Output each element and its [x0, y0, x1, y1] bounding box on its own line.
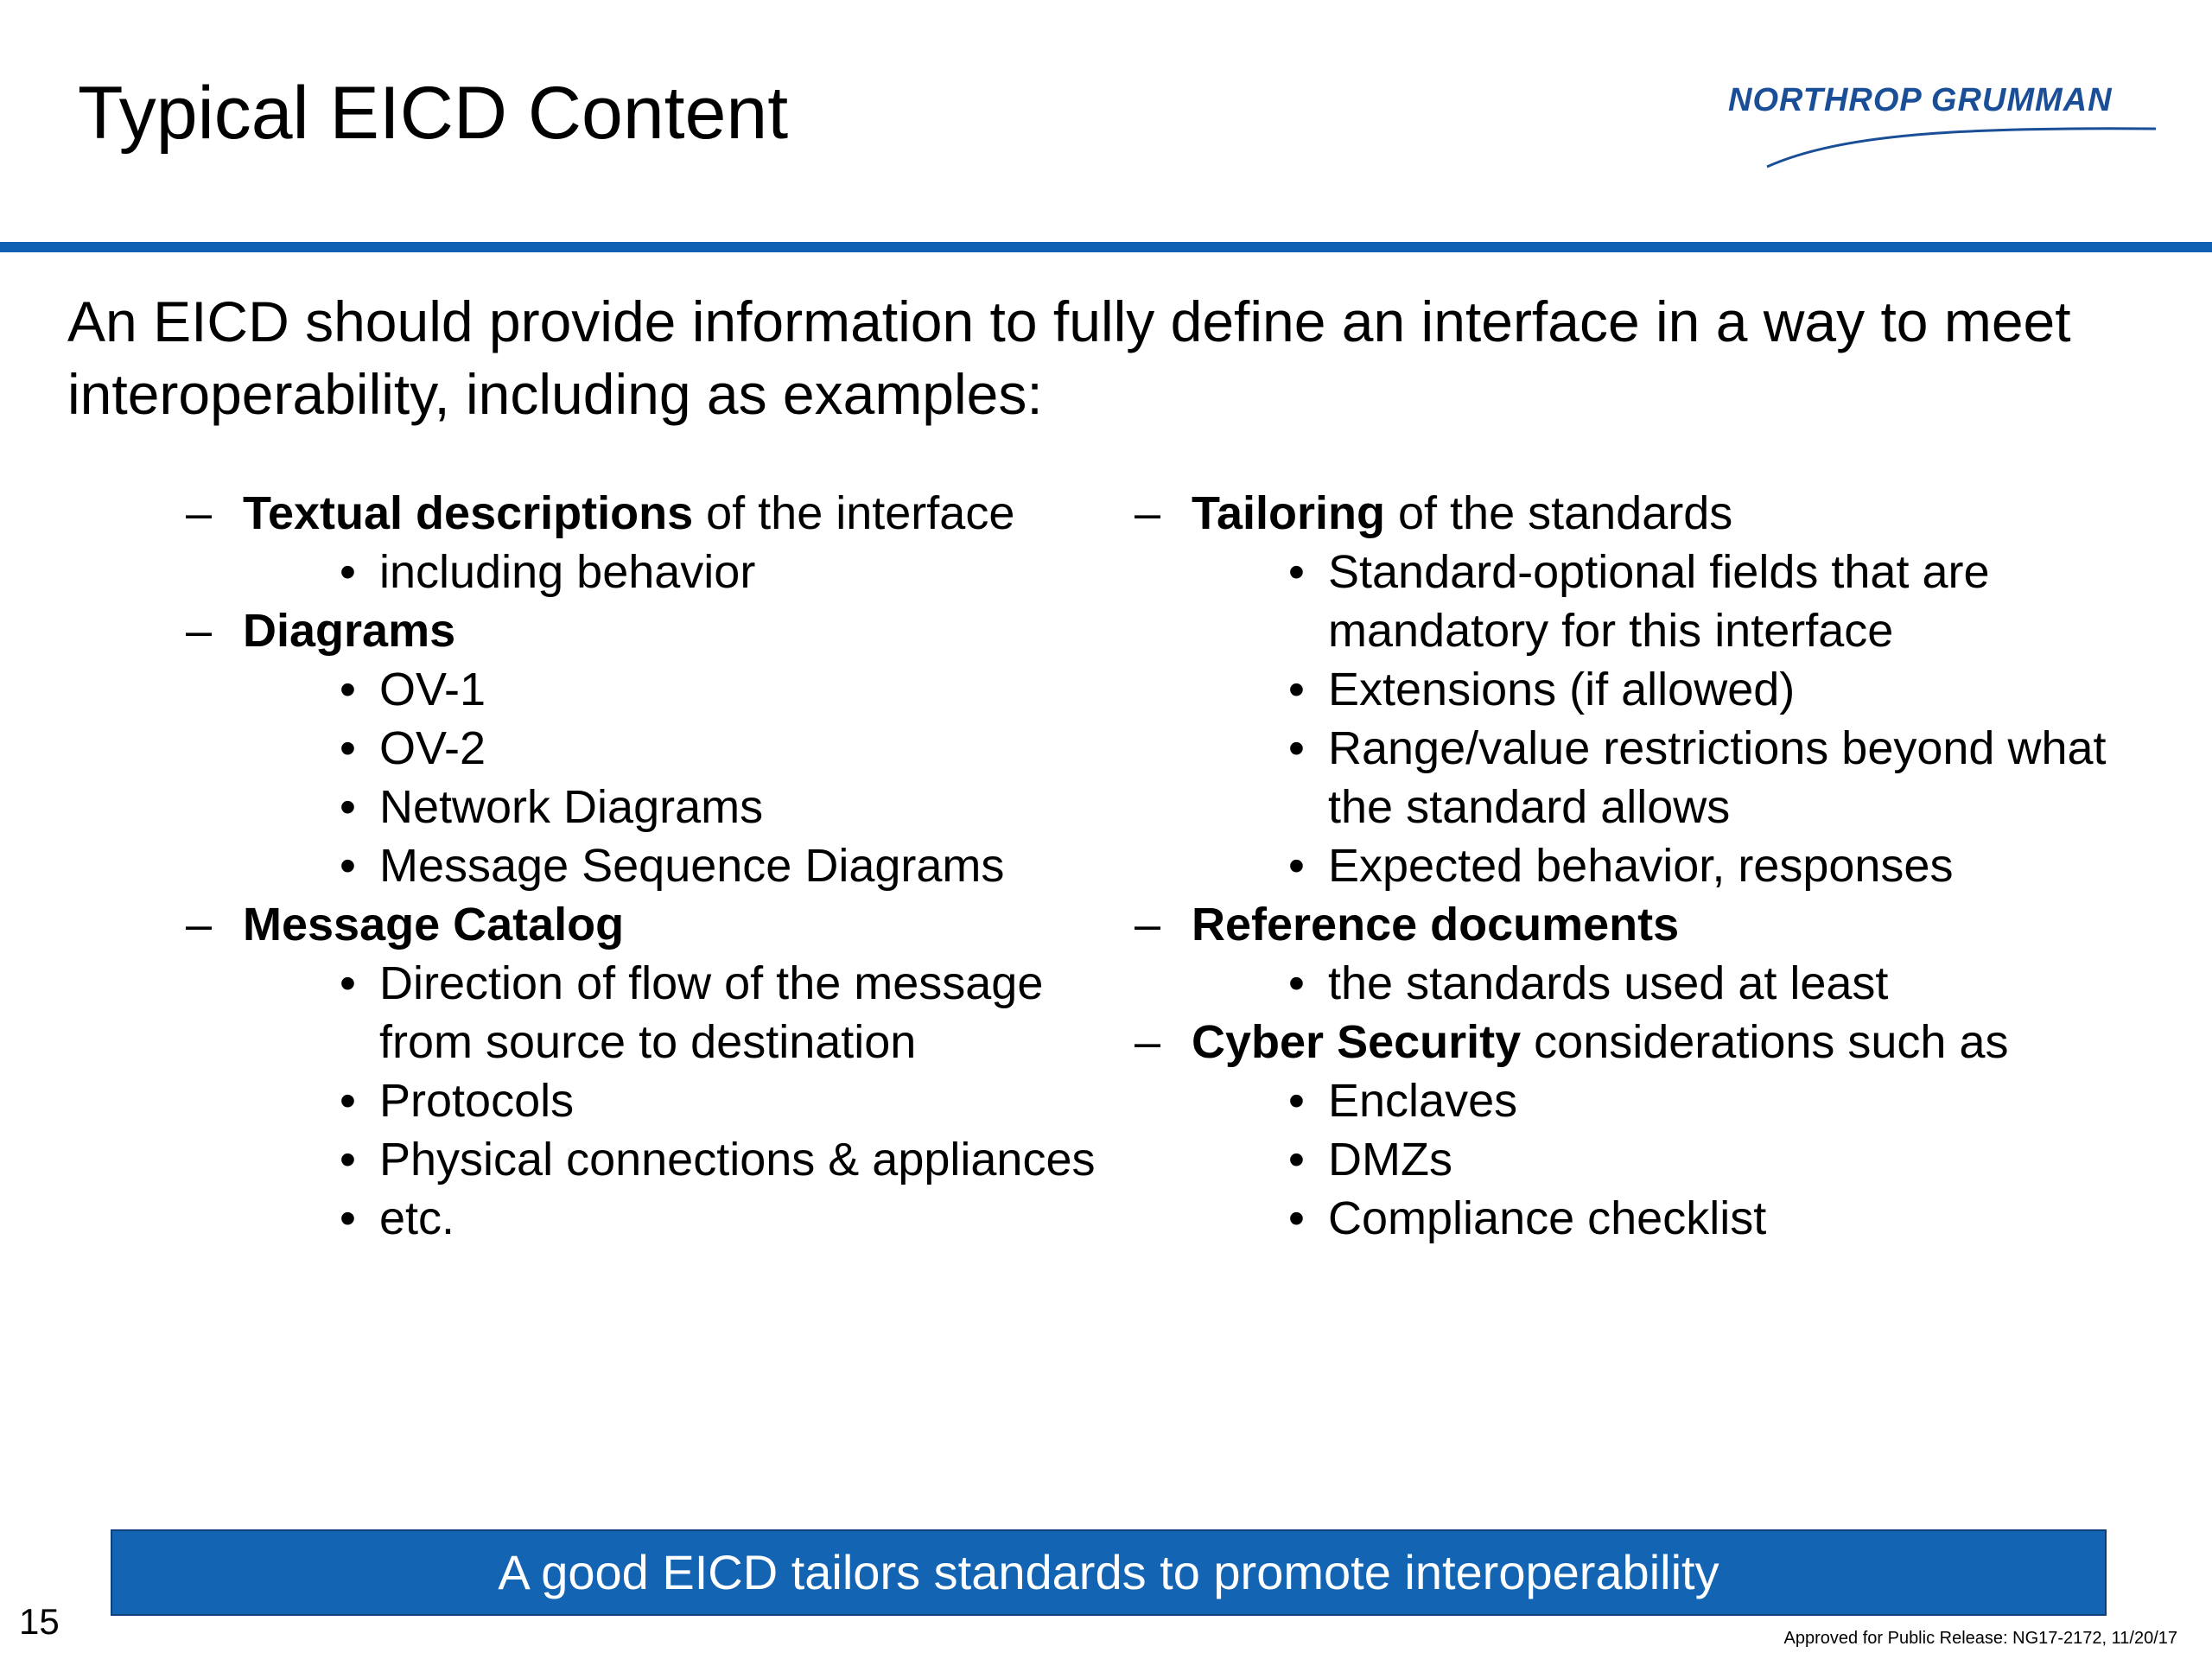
- dash-marker: –: [1135, 899, 1161, 950]
- bullet-marker: •: [1288, 1192, 1305, 1244]
- bullet-marker: •: [1288, 664, 1305, 715]
- sub-bullet: [340, 1071, 1145, 1130]
- sub-bullet-text: etc.: [379, 1192, 455, 1244]
- sub-bullet-text: Network Diagrams: [379, 781, 764, 833]
- sub-bullet: [340, 719, 1145, 778]
- bullet-bold-text: Reference documents: [1192, 899, 1680, 950]
- northrop-grumman-logo: [1728, 82, 2160, 177]
- bullet-marker: •: [340, 1075, 356, 1127]
- bullet-text: of the standards: [1385, 487, 1733, 539]
- bullet-marker: •: [340, 781, 356, 833]
- sub-bullet: [340, 660, 1145, 719]
- title-divider: [0, 242, 2212, 252]
- sub-bullet: [1288, 1071, 2171, 1130]
- bullet-marker: •: [340, 664, 356, 715]
- bullet-text: of the interface: [693, 487, 1015, 539]
- page-number: 15: [19, 1601, 60, 1642]
- sub-bullet-text: Enclaves: [1328, 1075, 1518, 1127]
- bullet-marker: •: [340, 1134, 356, 1185]
- sub-bullet-text: Standard-optional fields that are mandatory for this interface: [1328, 546, 1990, 657]
- bullet-bold-text: Tailoring: [1192, 487, 1385, 539]
- bullet-bold-text: Message Catalog: [243, 899, 625, 950]
- sub-bullet-text: Compliance checklist: [1328, 1192, 1767, 1244]
- sub-bullet-text: Protocols: [379, 1075, 575, 1127]
- sub-bullet: [340, 1130, 1145, 1189]
- bullet-message-catalog: [186, 895, 1145, 1248]
- bullet-textual-descriptions: [186, 484, 1145, 601]
- sub-bullet-text: Expected behavior, responses: [1328, 840, 1954, 892]
- left-bullet-column: [186, 484, 1145, 1248]
- sub-bullet: [1288, 1189, 2171, 1248]
- sub-bullet: [340, 543, 1145, 601]
- bullet-tailoring: [1135, 484, 2171, 895]
- bullet-marker: •: [340, 840, 356, 892]
- sub-list: [243, 954, 1145, 1248]
- sub-bullet: [1288, 836, 2171, 895]
- sub-bullet-text: Message Sequence Diagrams: [379, 840, 1005, 892]
- sub-list: [243, 543, 1145, 601]
- bullet-marker: •: [340, 546, 356, 598]
- release-note: Approved for Public Release: NG17-2172, 11/20/17: [1783, 1629, 2177, 1648]
- dash-marker: –: [1135, 1016, 1161, 1068]
- right-bullet-column: [1135, 484, 2171, 1248]
- sub-list: [1192, 954, 2171, 1013]
- bullet-marker: •: [1288, 722, 1305, 774]
- sub-bullet: [1288, 543, 2171, 660]
- bullet-bold-text: Diagrams: [243, 605, 456, 657]
- bullet-text: considerations such as: [1521, 1016, 2009, 1068]
- sub-bullet-text: Direction of flow of the message from source to destination: [379, 957, 1044, 1068]
- sub-bullet: [1288, 1130, 2171, 1189]
- dash-marker: –: [186, 487, 213, 539]
- sub-bullet: [340, 836, 1145, 895]
- bullet-cyber-security: [1135, 1013, 2171, 1248]
- bullet-diagrams: [186, 601, 1145, 895]
- bullet-marker: •: [1288, 840, 1305, 892]
- sub-bullet: [1288, 954, 2171, 1013]
- sub-bullet-text: Physical connections & appliances: [379, 1134, 1096, 1185]
- sub-bullet: [1288, 660, 2171, 719]
- sub-bullet-text: Range/value restrictions beyond what the standard allows: [1328, 722, 2107, 833]
- sub-list: [1192, 1071, 2171, 1248]
- bullet-marker: •: [1288, 1075, 1305, 1127]
- logo-swoosh-icon: [1763, 117, 2160, 168]
- bullet-marker: •: [1288, 546, 1305, 598]
- intro-text: An EICD should provide information to fully define an interface in a way to meet interoperability, including as examples:: [67, 289, 2071, 426]
- sub-list: [1192, 543, 2171, 895]
- sub-bullet-text: OV-2: [379, 722, 486, 774]
- bullet-bold-text: Cyber Security: [1192, 1016, 1522, 1068]
- sub-bullet-text: the standards used at least: [1328, 957, 1889, 1009]
- sub-bullet: [340, 954, 1145, 1071]
- sub-bullet-text: OV-1: [379, 664, 486, 715]
- dash-marker: –: [1135, 487, 1161, 539]
- slide-title: Typical EICD Content: [78, 72, 789, 155]
- bullet-marker: •: [1288, 1134, 1305, 1185]
- bullet-bold-text: Textual descriptions: [243, 487, 694, 539]
- sub-bullet-text: Extensions (if allowed): [1328, 664, 1796, 715]
- bullet-marker: •: [340, 1192, 356, 1244]
- sub-bullet-text: DMZs: [1328, 1134, 1452, 1185]
- sub-bullet: [1288, 719, 2171, 836]
- dash-marker: –: [186, 605, 213, 657]
- bullet-reference-documents: [1135, 895, 2171, 1013]
- bullet-marker: •: [1288, 957, 1305, 1009]
- sub-bullet-text: including behavior: [379, 546, 756, 598]
- sub-list: [243, 660, 1145, 895]
- sub-bullet: [340, 778, 1145, 836]
- sub-bullet: [340, 1189, 1145, 1248]
- dash-marker: –: [186, 899, 213, 950]
- bullet-marker: •: [340, 722, 356, 774]
- takeaway-banner: A good EICD tailors standards to promote interoperability: [111, 1529, 2107, 1616]
- bullet-marker: •: [340, 957, 356, 1009]
- logo-wordmark: NORTHROP GRUMMAN: [1728, 82, 2113, 118]
